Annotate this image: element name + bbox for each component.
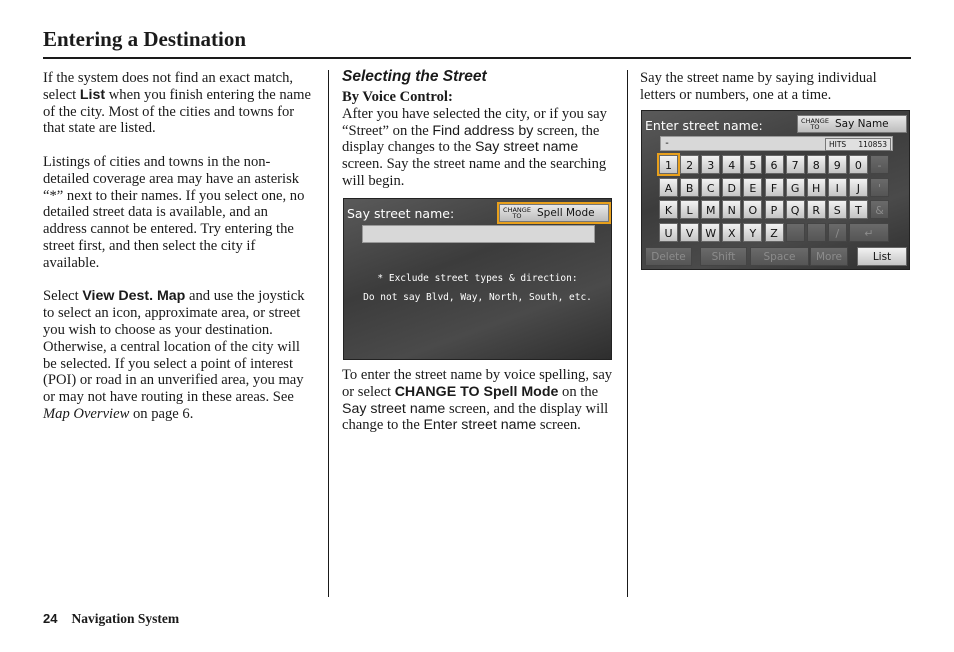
key-blank[interactable] [807, 223, 826, 242]
key-9[interactable]: 9 [828, 155, 847, 174]
change-to-say-name-button[interactable]: CHANGE TO Say Name [797, 115, 907, 133]
street-name-input[interactable] [362, 225, 595, 243]
column-2 [342, 68, 614, 190]
key-c[interactable]: C [701, 178, 720, 197]
key-ampersand[interactable]: & [870, 200, 889, 219]
map-overview-reference[interactable]: Map Overview [43, 405, 130, 422]
key-f[interactable]: F [765, 178, 784, 197]
list-key[interactable]: List [857, 247, 907, 266]
key-s[interactable]: S [828, 200, 847, 219]
key-6[interactable]: 6 [765, 155, 784, 174]
col2-paragraph-1: After you have selected the city, or if you say “Street” on the Find address by screen, the display changes to the Say street name screen. Say the street name and the searching will begin. [342, 105, 607, 189]
column-divider-1 [328, 70, 329, 597]
key-e[interactable]: E [743, 178, 762, 197]
key-4[interactable]: 4 [722, 155, 741, 174]
enter-street-name-screen [641, 110, 910, 270]
hits-counter: HITS 110853 [825, 138, 891, 151]
key-j[interactable]: J [849, 178, 868, 197]
key-n[interactable]: N [722, 200, 741, 219]
shift-key[interactable]: Shift [700, 247, 747, 266]
key-y[interactable]: Y [743, 223, 762, 242]
key-slash[interactable]: / [828, 223, 847, 242]
key-5[interactable]: 5 [743, 155, 762, 174]
key-apostrophe[interactable]: ' [870, 178, 889, 197]
key-dash[interactable]: - [870, 155, 889, 174]
change-to-spell-mode-button[interactable]: CHANGE TO Spell Mode [499, 204, 609, 222]
col1-paragraph-3: Select View Dest. Map and use the joystick to select an icon, approximate area, or street you wish to choose as your destination. Otherwise, a central location of the city will be selected. If you select a point of interest (POI) or road in an unverified area, you may or may not have routing in these areas. See Map Overview on page 6. [43, 288, 305, 422]
col1-paragraph-2: Listings of cities and towns in the non-detailed coverage area may have an asterisk “*” next to their names. If you select one, no detailed street data is available, and an address cannot be entered. Try entering the street first, and then select the city if available. [43, 153, 305, 271]
section-heading: Selecting the Street [342, 68, 487, 85]
page-number: 24 [43, 611, 58, 626]
col1-paragraph-1: If the system does not find an exact match, select List when you finish entering the name of the city. Most of the cities and towns for that state are listed. [43, 70, 311, 137]
footer-label: Navigation System [71, 611, 180, 626]
street-name-input[interactable]: - [660, 136, 893, 151]
exclude-note: * Exclude street types & direction: Do not say Blvd, Way, North, South, etc. [363, 273, 592, 303]
key-blank[interactable] [786, 223, 805, 242]
key-2[interactable]: 2 [680, 155, 699, 174]
key-q[interactable]: Q [786, 200, 805, 219]
key-k[interactable]: K [659, 200, 678, 219]
key-7[interactable]: 7 [786, 155, 805, 174]
key-3[interactable]: 3 [701, 155, 720, 174]
title-rule [43, 57, 911, 59]
key-1[interactable]: 1 [659, 155, 678, 174]
key-r[interactable]: R [807, 200, 826, 219]
delete-key[interactable]: Delete [645, 247, 692, 266]
page-footer [43, 611, 179, 627]
key-l[interactable]: L [680, 200, 699, 219]
key-i[interactable]: I [828, 178, 847, 197]
key-8[interactable]: 8 [807, 155, 826, 174]
key-d[interactable]: D [722, 178, 741, 197]
key-a[interactable]: A [659, 178, 678, 197]
key-x[interactable]: X [722, 223, 741, 242]
key-z[interactable]: Z [765, 223, 784, 242]
more-key[interactable]: More [810, 247, 848, 266]
key-h[interactable]: H [807, 178, 826, 197]
screen-label: Say street name: [347, 206, 455, 221]
screen-label: Enter street name: [645, 118, 763, 133]
column-divider-2 [627, 70, 628, 597]
column-1 [43, 70, 315, 423]
col3-paragraph-1: Say the street name by saying individual letters or numbers, one at a time. [640, 70, 877, 103]
page-title: Entering a Destination [43, 27, 247, 51]
ui-term-view-dest-map: View Dest. Map [82, 288, 186, 305]
ui-term-list: List [79, 86, 106, 103]
col2-paragraph-2: To enter the street name by voice spelling, say or select CHANGE TO Spell Mode on the Say street name screen, and the display will change to the Enter street name screen. [342, 367, 613, 434]
key-v[interactable]: V [680, 223, 699, 242]
key-p[interactable]: P [765, 200, 784, 219]
space-key[interactable]: Space [750, 247, 809, 266]
key-b[interactable]: B [680, 178, 699, 197]
key-u[interactable]: U [659, 223, 678, 242]
column-3 [640, 70, 912, 104]
key-enter[interactable]: ↵ [849, 223, 889, 242]
key-0[interactable]: 0 [849, 155, 868, 174]
key-g[interactable]: G [786, 178, 805, 197]
key-t[interactable]: T [849, 200, 868, 219]
say-street-name-screen [343, 198, 612, 360]
column-2-lower [342, 367, 614, 434]
key-w[interactable]: W [701, 223, 720, 242]
subheading: By Voice Control: [342, 89, 453, 105]
key-o[interactable]: O [743, 200, 762, 219]
key-m[interactable]: M [701, 200, 720, 219]
